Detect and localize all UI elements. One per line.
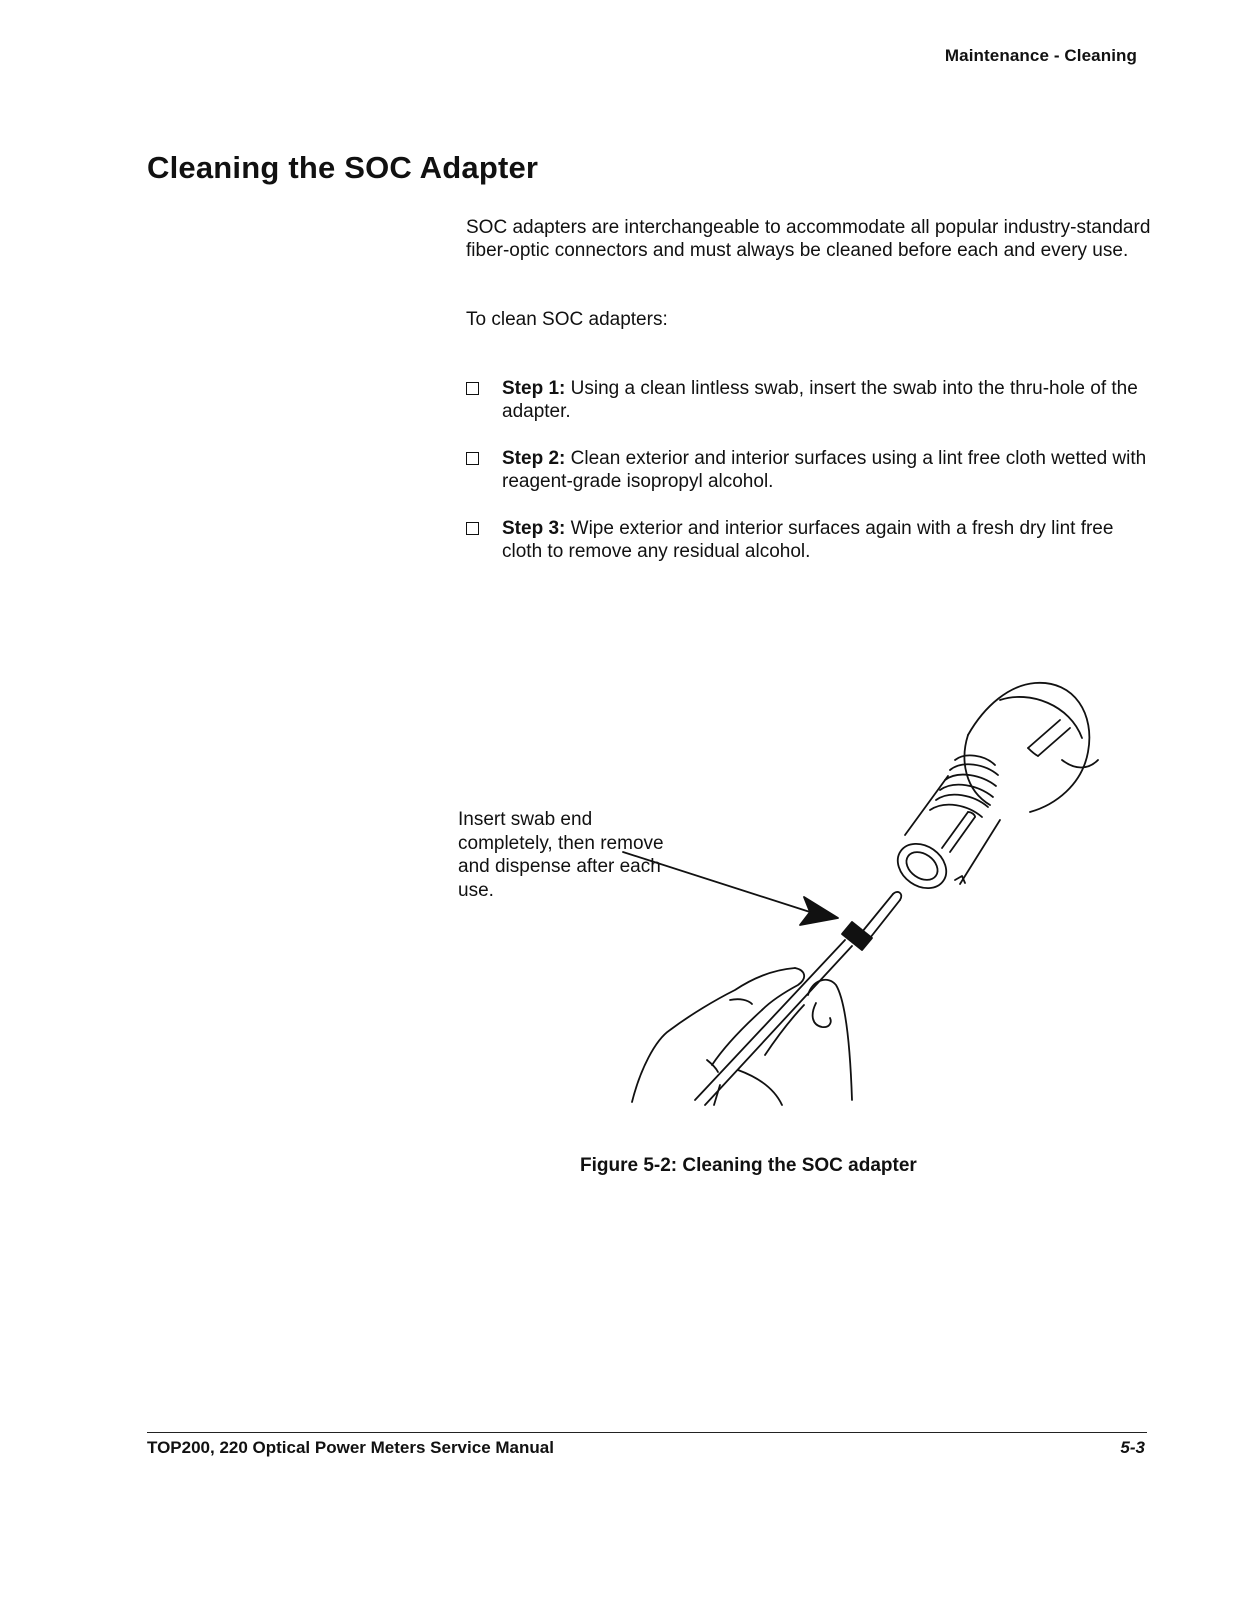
- step-label: Step 1:: [502, 378, 566, 399]
- step-item: [466, 377, 1156, 423]
- checkbox-icon: [466, 522, 479, 535]
- checkbox-icon: [466, 452, 479, 465]
- step-text: Clean exterior and interior surfaces using a lint free cloth wetted with reagent-grade isopropyl alcohol.: [502, 448, 1147, 492]
- checkbox-icon: [466, 382, 479, 395]
- section-title: Cleaning the SOC Adapter: [147, 150, 539, 185]
- page-number: 5-3: [1120, 1438, 1145, 1457]
- figure-caption: Figure 5-2: Cleaning the SOC adapter: [580, 1155, 917, 1176]
- running-header: Maintenance - Cleaning: [944, 46, 1137, 65]
- step-item: [466, 447, 1156, 493]
- adapter-barrel-shape: [889, 776, 1000, 897]
- footer-divider: [147, 1432, 1147, 1433]
- step-text: Wipe exterior and interior surfaces again with a fresh dry lint free cloth to remove any residual alcohol.: [502, 518, 1114, 562]
- intro-paragraph: SOC adapters are interchangeable to accommodate all popular industry-standard fiber-optic connectors and must always be cleaned before each and every use.: [466, 217, 1151, 261]
- step-list: [466, 377, 1156, 587]
- lead-paragraph: To clean SOC adapters:: [466, 309, 668, 330]
- hand-shape: [632, 968, 852, 1105]
- swab-shape: [695, 892, 901, 1105]
- step-item: [466, 517, 1156, 563]
- step-text: Using a clean lintless swab, insert the swab into the thru-hole of the adapter.: [502, 378, 1138, 422]
- figure-callout: Insert swab end completely, then remove and dispense after each use.: [458, 809, 664, 901]
- step-label: Step 3:: [502, 518, 566, 539]
- adapter-cap-shape: [964, 683, 1098, 812]
- step-label: Step 2:: [502, 448, 566, 469]
- footer-manual-title: TOP200, 220 Optical Power Meters Service Manual: [147, 1438, 554, 1457]
